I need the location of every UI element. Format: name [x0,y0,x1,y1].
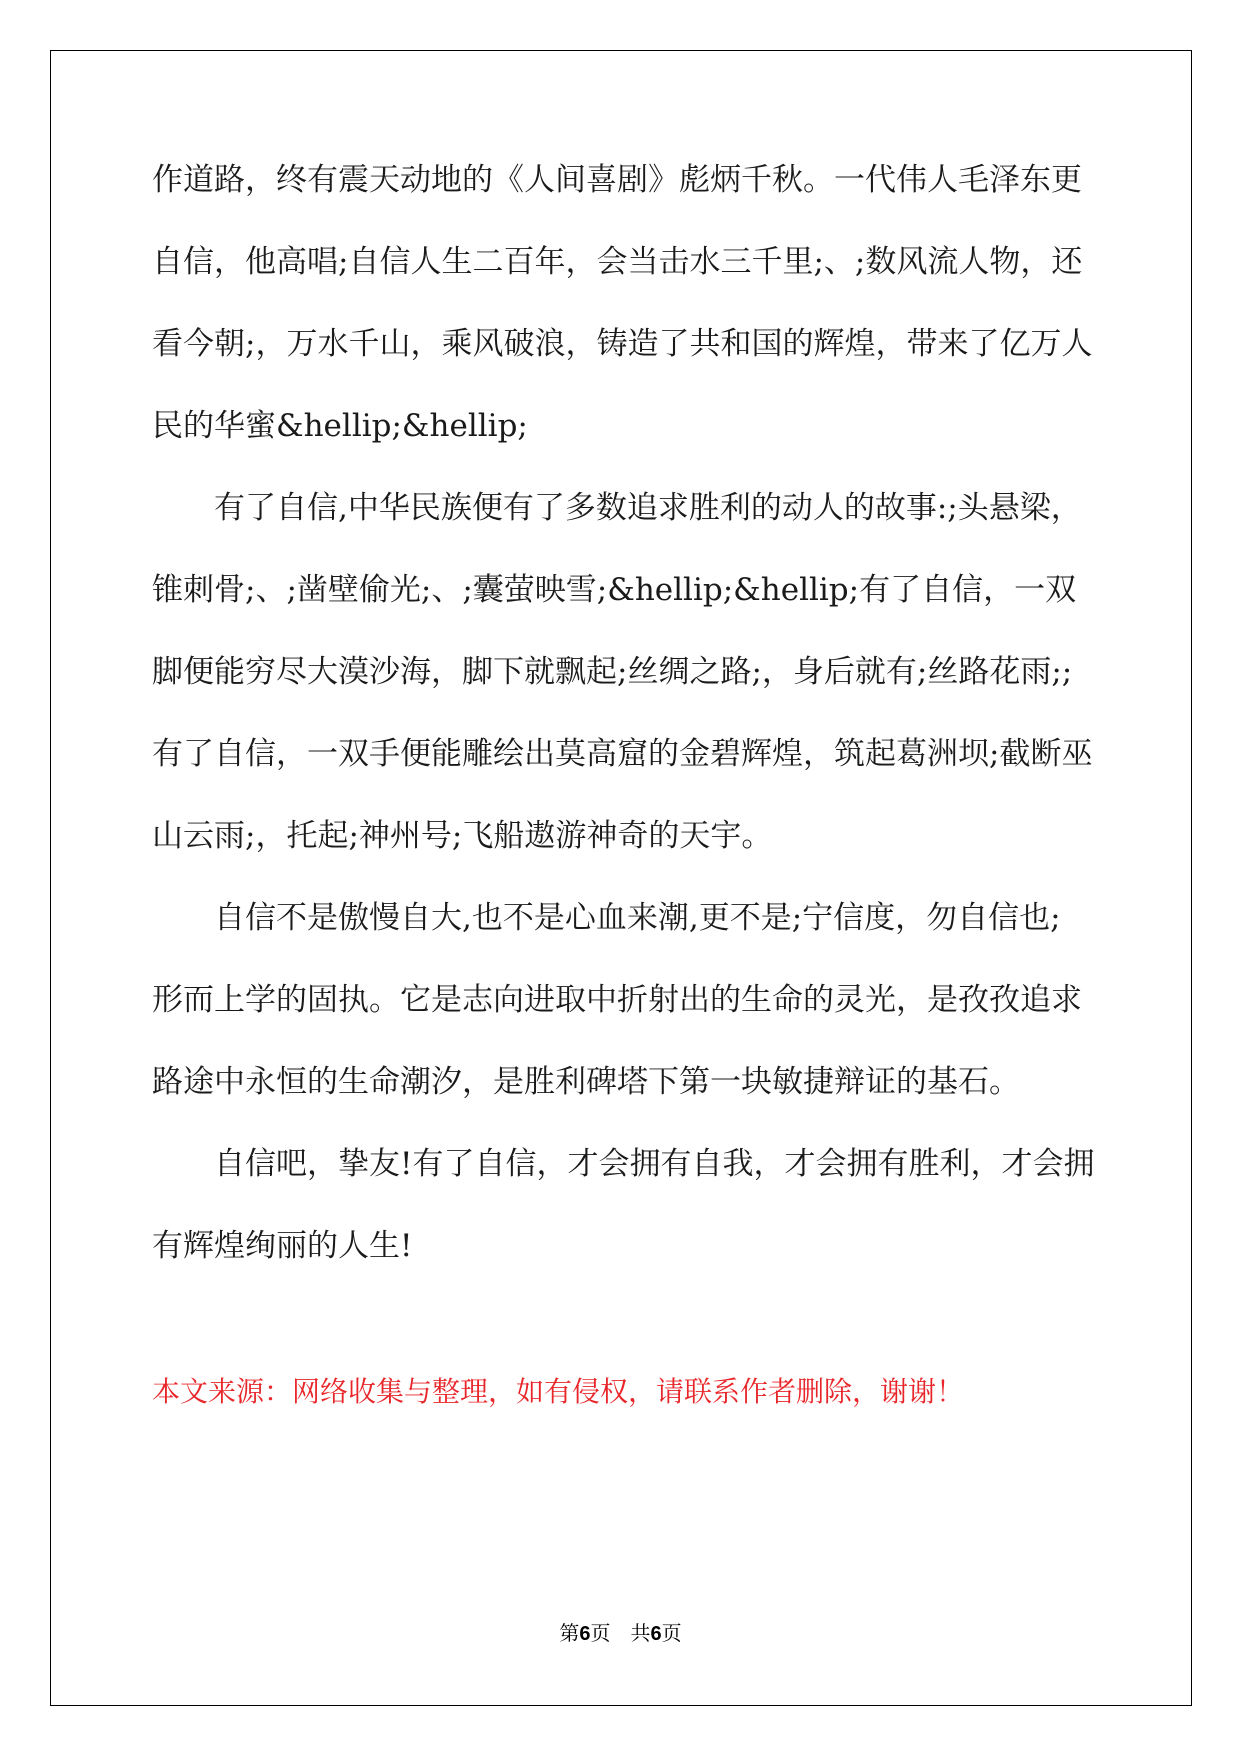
body-line: 有了自信，一双手便能雕绘出莫高窟的金碧辉煌，筑起葛洲坝;截断巫 [152,736,1093,772]
paragraph-start-line: 自信吧，挚友!有了自信，才会拥有自我，才会拥有胜利，才会拥 [214,1146,1095,1182]
body-line: 路途中永恒的生命潮汐，是胜利碑塔下第一块敏捷辩证的基石。 [152,1064,1020,1100]
paragraph-start-line: 自信不是傲慢自大,也不是心血来潮,更不是;宁信度，勿自信也; [214,900,1061,936]
paragraph-start-line: 有了自信,中华民族便有了多数追求胜利的动人的故事:;头悬梁， [214,490,1082,526]
body-line: 脚便能穷尽大漠沙海，脚下就飘起;丝绸之路;，身后就有;丝路花雨;; [152,654,1073,690]
body-line: 锥刺骨;、;凿壁偷光;、;囊萤映雪;&hellip;&hellip;有了自信，一双 [152,572,1077,608]
footer-prefix: 第 [559,1623,580,1645]
current-page-number: 6 [579,1623,591,1645]
footer-suffix: 页 [661,1623,682,1645]
footer-middle: 页 共 [590,1623,651,1645]
body-line: 作道路，终有震天动地的《人间喜剧》彪炳千秋。一代伟人毛泽东更 [152,162,1082,198]
total-page-number: 6 [650,1623,662,1645]
article-body [152,160,1095,1308]
body-line: 自信，他高唱;自信人生二百年，会当击水三千里;、;数风流人物，还 [152,244,1083,280]
body-line: 山云雨;，托起;神州号;飞船遨游神奇的天宇。 [152,818,773,854]
source-note: 本文来源：网络收集与整理，如有侵权，请联系作者删除，谢谢！ [152,1375,965,1408]
page-footer [0,1617,1241,1646]
body-line: 民的华蜜&hellip;&hellip; [152,408,528,444]
body-line: 形而上学的固执。它是志向进取中折射出的生命的灵光，是孜孜追求 [152,982,1082,1018]
body-line: 看今朝;，万水千山，乘风破浪，铸造了共和国的辉煌，带来了亿万人 [152,326,1093,362]
body-line: 有辉煌绚丽的人生! [152,1228,413,1264]
